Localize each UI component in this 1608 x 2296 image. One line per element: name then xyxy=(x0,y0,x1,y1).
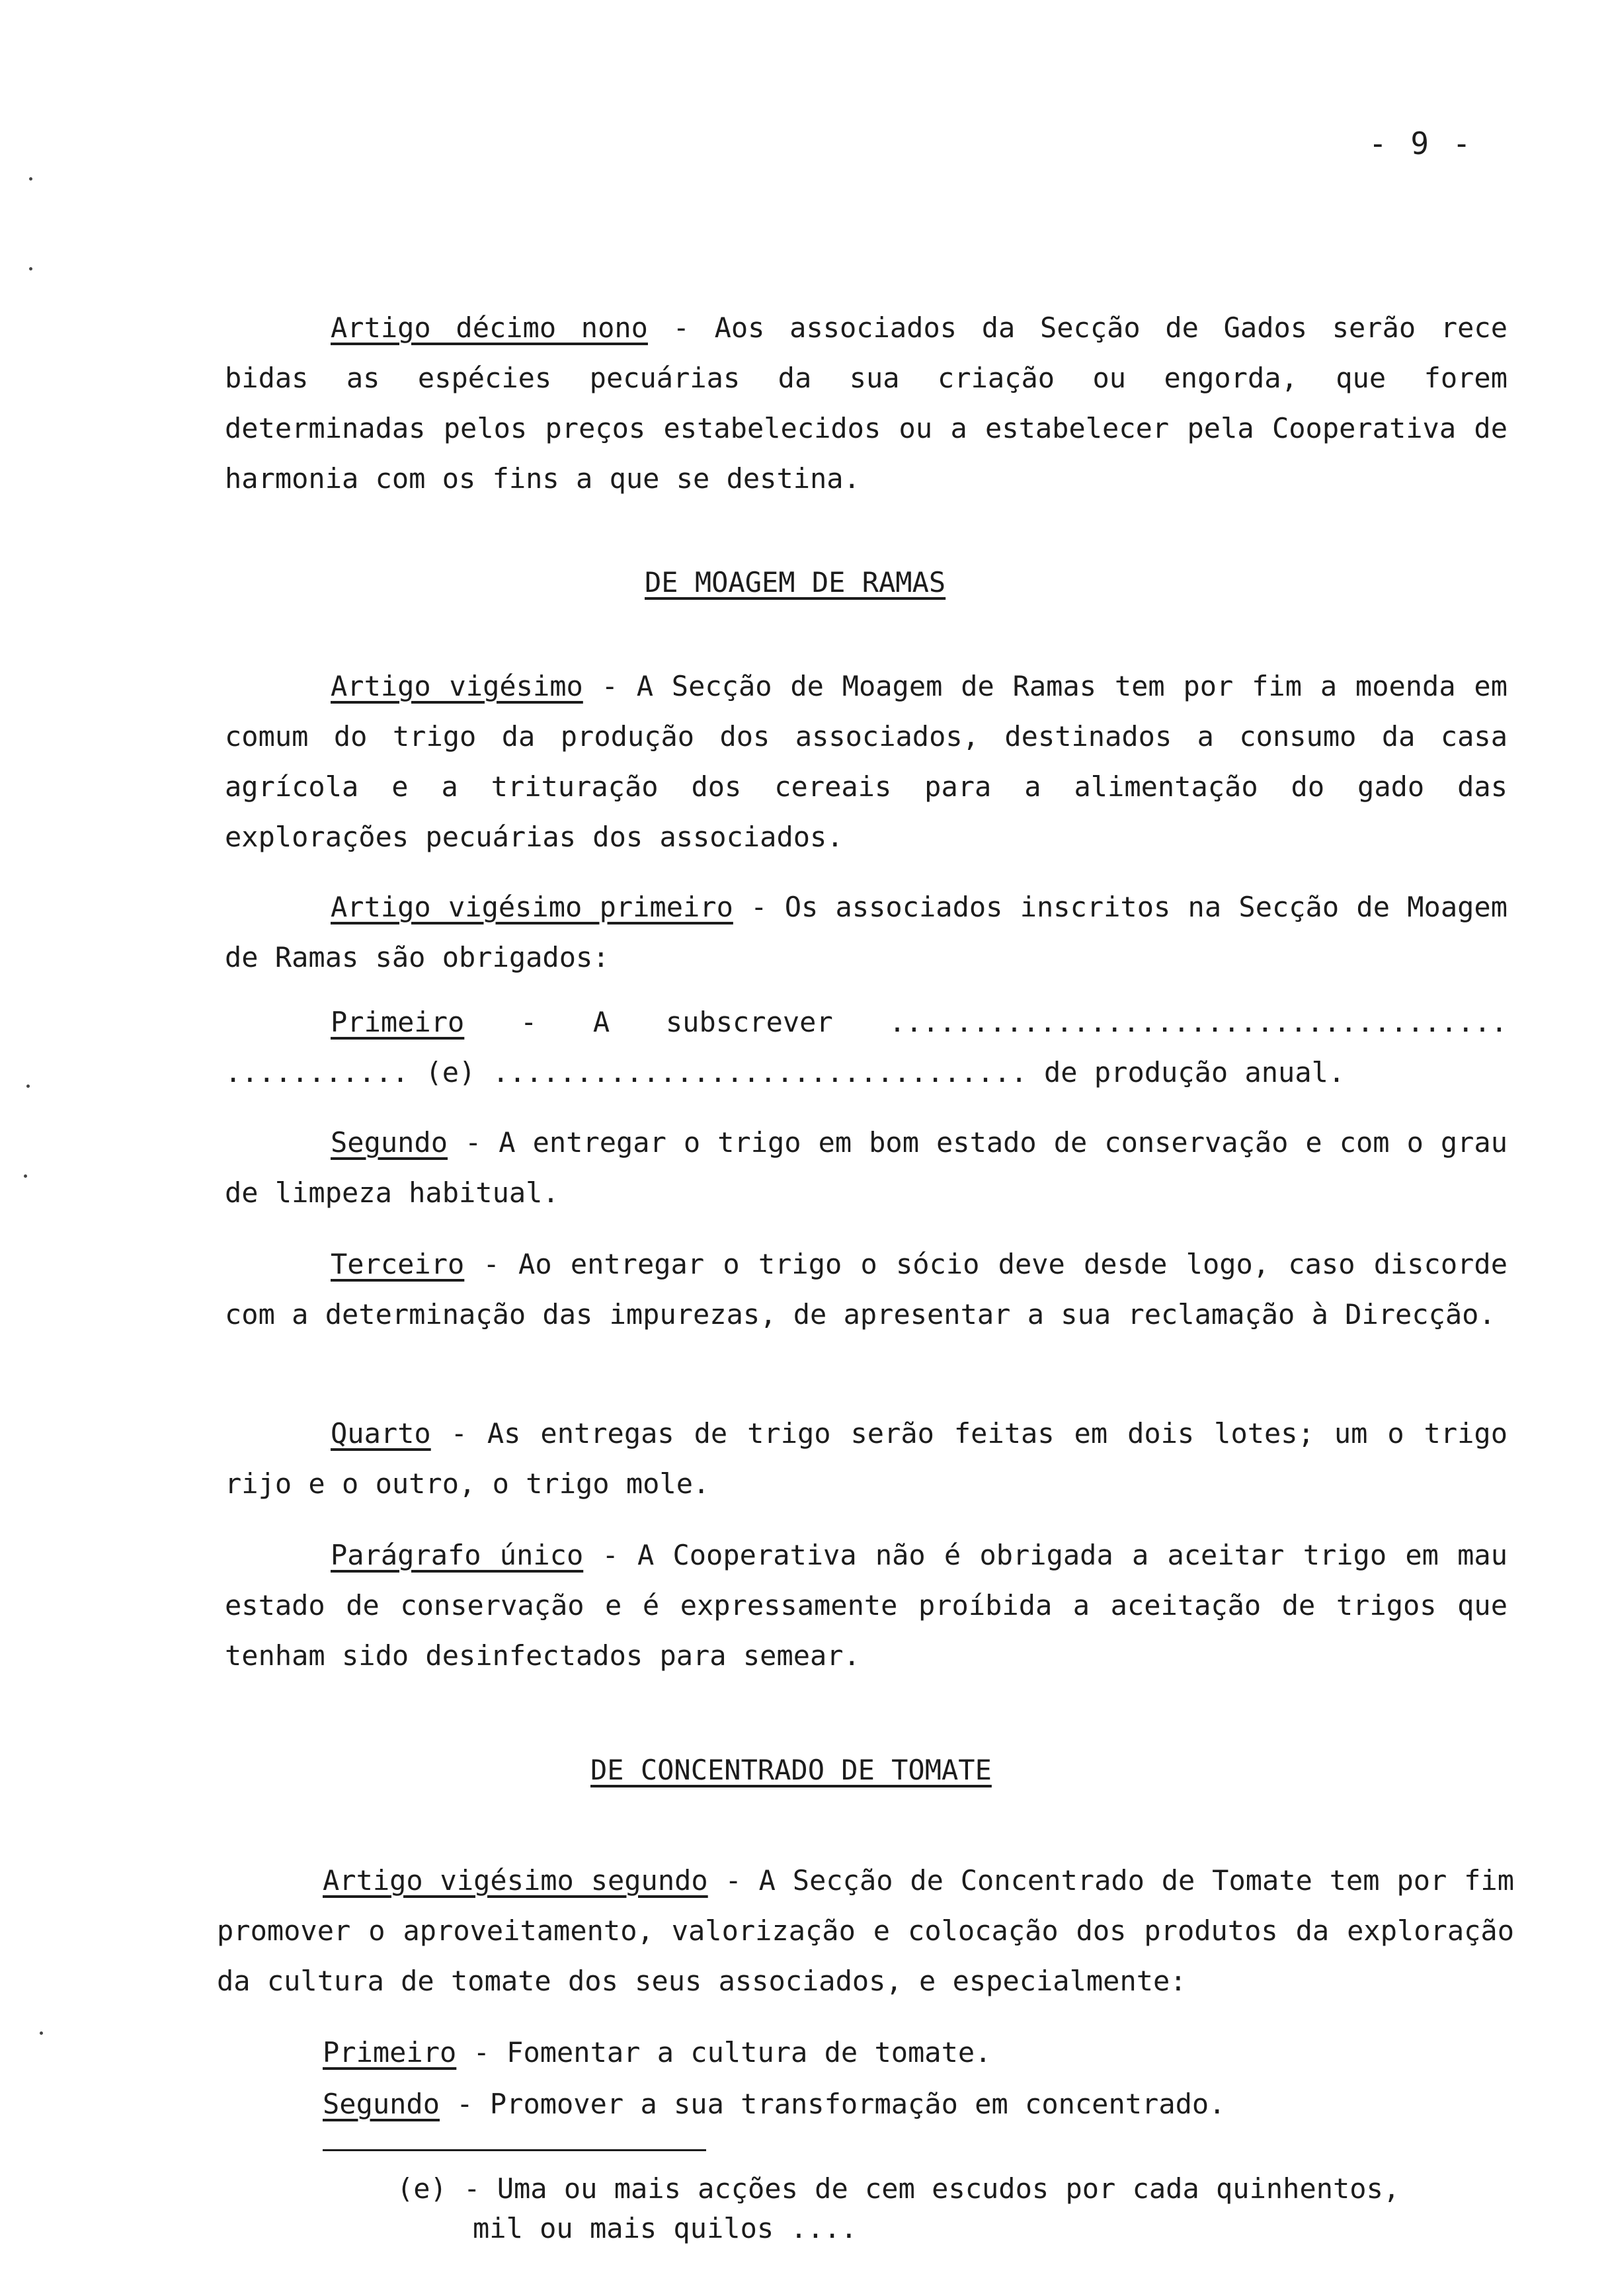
article-22 xyxy=(217,1856,1514,2006)
item-text: - Promover a sua transformação em concentrado. xyxy=(440,2088,1226,2120)
section-heading-moagem: DE MOAGEM DE RAMAS xyxy=(645,566,946,598)
article-21-item-4 xyxy=(225,1409,1508,1509)
article-22-item-2 xyxy=(217,2079,1500,2129)
article-21-item-3 xyxy=(225,1239,1508,1340)
footnote-rule xyxy=(323,2149,706,2151)
article-21-paragraph-unico xyxy=(225,1530,1508,1681)
article-21-item-2 xyxy=(225,1118,1508,1218)
article-21 xyxy=(225,882,1508,983)
item-text: - A subscrever ..................................... ........... (e) ................................ de produção anual. xyxy=(225,1006,1508,1088)
item-label: Primeiro xyxy=(323,2036,457,2069)
article-19-title: Artigo décimo nono xyxy=(331,311,648,344)
article-22-title: Artigo vigésimo segundo xyxy=(323,1864,708,1897)
scan-speck xyxy=(26,1085,30,1088)
item-label: Segundo xyxy=(331,1126,448,1159)
footnote xyxy=(397,2169,1508,2248)
item-text: - Ao entregar o trigo o sócio deve desde logo, caso discorde com a determinação das impurezas, de apresentar a sua reclamação à Direcção. xyxy=(225,1248,1508,1331)
item-text: - A entregar o trigo em bom estado de conservação e com o grau de limpeza habitual. xyxy=(225,1126,1508,1209)
scan-speck xyxy=(24,1174,27,1178)
article-22-item-1 xyxy=(217,2028,1500,2078)
item-label: Primeiro xyxy=(331,1006,465,1038)
scan-speck xyxy=(40,2031,43,2035)
item-label: Terceiro xyxy=(331,1248,465,1280)
item-text: - A Cooperativa não é obrigada a aceitar trigo em mau estado de conservação e é expressamente proíbida a aceitação de trigos que tenham sido desinfectados para semear. xyxy=(225,1539,1508,1672)
footnote-line-2: mil ou mais quilos .... xyxy=(473,2212,858,2244)
article-21-item-1 xyxy=(225,997,1508,1098)
item-label: Quarto xyxy=(331,1417,431,1450)
item-label: Segundo xyxy=(323,2088,440,2120)
article-21-text: - Os associados inscritos na Secção de Moagem de Ramas são obrigados: xyxy=(225,891,1508,973)
footnote-line-1: (e) - Uma ou mais acções de cem escudos por cada quinhentos, xyxy=(397,2172,1400,2205)
item-text: - Fomentar a cultura de tomate. xyxy=(456,2036,992,2069)
article-19 xyxy=(225,303,1508,504)
section-heading-tomate: DE CONCENTRADO DE TOMATE xyxy=(590,1754,992,1786)
article-20-title: Artigo vigésimo xyxy=(331,670,583,702)
item-text: - As entregas de trigo serão feitas em dois lotes; um o trigo rijo e o outro, o trigo mole. xyxy=(225,1417,1508,1500)
scan-speck xyxy=(29,267,32,270)
article-20-text: - A Secção de Moagem de Ramas tem por fim a moenda em comum do trigo da produção dos associados, destinados a consumo da casa agrícola e a trituração dos cereais para a alimentação do gado das explorações pecuárias dos associados. xyxy=(225,670,1508,853)
scan-speck xyxy=(29,177,32,181)
article-19-text: - Aos associados da Secção de Gados serão rece bidas as espécies pecuárias da sua criação ou engorda, que forem determinadas pelos preços estabelecidos ou a estabelecer pela Cooperativa de harmonia com os fins a que se destina. xyxy=(225,311,1508,495)
page-number: - 9 - xyxy=(1369,126,1474,161)
article-21-title: Artigo vigésimo primeiro xyxy=(331,891,733,923)
article-22-text: - A Secção de Concentrado de Tomate tem por fim promover o aproveitamento, valorização e colocação dos produtos da exploração da cultura de tomate dos seus associados, e especialmente: xyxy=(217,1864,1514,1997)
item-label: Parágrafo único xyxy=(331,1539,584,1571)
article-20 xyxy=(225,661,1508,862)
